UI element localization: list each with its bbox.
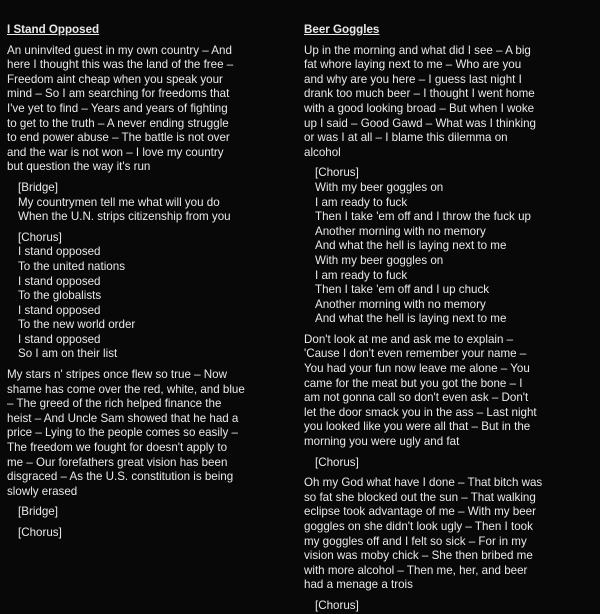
lyric-line: to end power abuse – The battle is not over <box>7 131 230 145</box>
lyric-line: I stand opposed <box>18 245 101 259</box>
lyric-line: so fat she blocked out the sun – That walking <box>304 490 536 504</box>
lyric-line: [Chorus] <box>18 230 62 244</box>
lyric-line: [Bridge] <box>18 505 58 519</box>
lyric-line: vision was moby chick – She then bribed me <box>304 549 533 563</box>
lyric-line: When the U.N. strips citizenship from you <box>18 210 231 224</box>
lyric-paragraph <box>7 44 289 175</box>
lyric-line: To the united nations <box>18 259 125 273</box>
lyric-line: with a good looking broad – But when I woke <box>304 101 535 115</box>
lyric-line: I stand opposed <box>18 332 101 346</box>
lyric-line: Then I take 'em off and I throw the fuck up <box>315 210 531 224</box>
lyric-paragraph <box>304 476 591 593</box>
lyric-line: An uninvited guest in my own country – And <box>7 43 232 57</box>
lyric-section-indented <box>315 166 591 327</box>
lyric-line: am not gonna call so don't even ask – Don't <box>304 391 529 405</box>
lyric-line: price – Lying to the people comes so easily – <box>7 426 238 440</box>
lyric-paragraph <box>7 368 289 499</box>
lyric-line: I am ready to fuck <box>315 268 408 282</box>
lyric-line: Then I take 'em off and I up chuck <box>315 283 490 297</box>
lyric-line: slowly erased <box>7 484 78 498</box>
lyric-line: Another morning with no memory <box>315 297 486 311</box>
lyric-line: let the door smack you in the ass – Last night <box>304 405 537 419</box>
lyric-paragraph <box>304 333 591 450</box>
lyric-line: me – Our forefathers great vision has been <box>7 455 228 469</box>
lyric-section-indented <box>18 526 289 541</box>
lyric-line: my goggles off and I felt so sick – For in my <box>304 534 527 548</box>
lyric-line: [Chorus] <box>315 598 359 612</box>
lyric-line: up I said – Good Gawd – What was I thinking <box>304 116 536 130</box>
song-title-i-stand-opposed: I Stand Opposed <box>7 23 100 36</box>
lyric-line: disgraced – As the U.S. constitution is being <box>7 470 234 484</box>
lyric-section-indented <box>315 456 591 471</box>
lyric-line: or was I at all – I blame this dilemma on <box>304 131 508 145</box>
lyric-line: mind – So I am searching for freedoms that <box>7 87 230 101</box>
lyric-line: With my beer goggles on <box>315 253 444 267</box>
lyric-section-indented <box>18 181 289 225</box>
lyric-line: My stars n' stripes once flew so true – Now <box>7 368 227 382</box>
lyric-line: The freedom we fought for doesn't apply to <box>7 441 228 455</box>
lyric-line: with more alcohol – Then me, her, and beer <box>304 563 528 577</box>
lyric-line: alcohol <box>304 145 341 159</box>
lyric-line: Oh my God what have I done – That bitch was <box>304 476 543 490</box>
lyric-line: I stand opposed <box>18 274 101 288</box>
lyric-line: fat whore laying next to me – Who are you <box>304 58 522 72</box>
lyric-line: [Bridge] <box>18 180 58 194</box>
lyric-line: shame has come over the red, white, and blue <box>7 382 245 396</box>
lyric-line: you looked like you were all that – But in the <box>304 420 531 434</box>
column-beer-goggles <box>304 23 591 614</box>
lyric-line: And what the hell is laying next to me <box>315 312 507 326</box>
lyric-line: To the globalists <box>18 289 102 303</box>
lyric-line: [Chorus] <box>315 166 359 180</box>
lyric-line: You had your fun now leave me alone – You <box>304 362 530 376</box>
lyric-line: and the war is not won – I love my country <box>7 145 224 159</box>
lyric-section-indented <box>18 505 289 520</box>
lyric-line: [Chorus] <box>18 526 62 539</box>
lyric-line: came for the meat but you got the bone – I <box>304 376 523 390</box>
lyric-line: drank too much beer – I thought I went home <box>304 87 535 101</box>
song-title-beer-goggles: Beer Goggles <box>304 23 380 36</box>
lyric-line: I stand opposed <box>18 303 101 317</box>
lyric-section-indented <box>18 231 289 362</box>
lyric-line: And what the hell is laying next to me <box>315 239 507 253</box>
lyric-line: to get to the truth – A never ending struggle <box>7 116 229 130</box>
lyric-line: Freedom aint cheap when you speak your <box>7 72 223 86</box>
lyric-line: had a menage a trois <box>304 578 413 592</box>
lyric-line: – The greed of the rich helped finance the <box>7 397 222 411</box>
column-i-stand-opposed <box>7 23 289 541</box>
lyric-section-indented <box>315 599 591 614</box>
lyric-line: So I am on their list <box>18 347 118 361</box>
lyric-line: Another morning with no memory <box>315 224 486 238</box>
lyric-line: eclipse took advantage of me – With my beer <box>304 505 536 519</box>
lyric-line: 'Cause I don't even remember your name – <box>304 347 527 361</box>
lyric-paragraph <box>304 44 591 161</box>
lyric-line: and why are you here – I guess last night I <box>304 72 522 86</box>
lyric-line: morning you were ugly and fat <box>304 435 460 449</box>
lyric-line: goggles on she didn't look ugly – Then I took <box>304 520 533 533</box>
lyric-line: but question the way it's run <box>7 160 151 174</box>
lyric-line: I've yet to find – Years and years of fighting <box>7 101 228 115</box>
lyric-line: I am ready to fuck <box>315 195 408 209</box>
lyric-line: To the new world order <box>18 318 136 332</box>
lyric-line: With my beer goggles on <box>315 180 444 194</box>
lyric-line: Up in the morning and what did I see – A big <box>304 43 531 57</box>
lyric-line: heist – And Uncle Sam showed that he had a <box>7 411 239 425</box>
lyric-line: [Chorus] <box>315 455 359 469</box>
lyric-line: My countrymen tell me what will you do <box>18 195 220 209</box>
lyric-line: here I thought this was the land of the free – <box>7 58 234 72</box>
lyric-line: Don't look at me and ask me to explain – <box>304 332 514 346</box>
